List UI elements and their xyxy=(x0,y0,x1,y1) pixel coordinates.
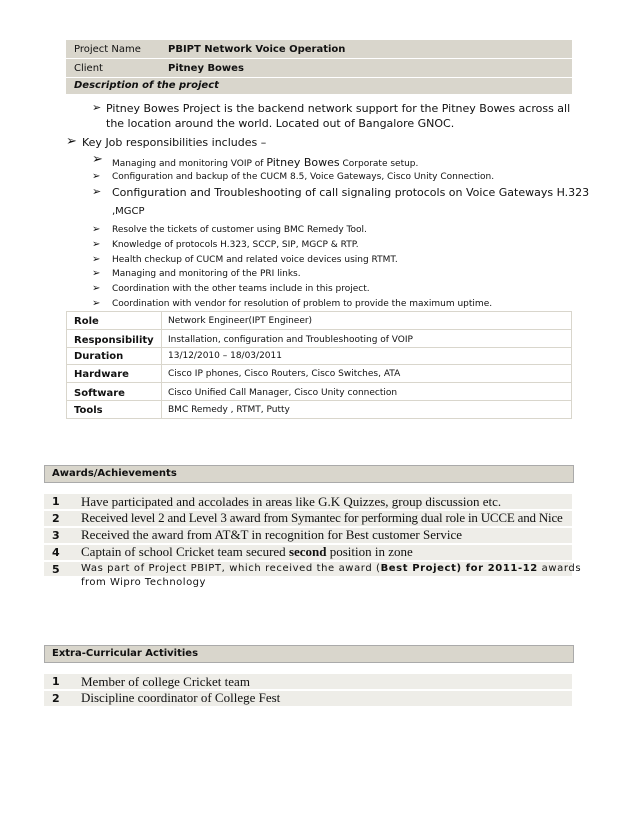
list-item: Managing and monitoring of the PRI links. xyxy=(112,269,301,279)
list-item xyxy=(112,156,418,169)
award-text: awards xyxy=(537,563,582,574)
detail-label-hardware: Hardware xyxy=(74,369,129,380)
activity-item: Member of college Cricket team xyxy=(81,674,250,689)
award-text-bold: second xyxy=(288,544,327,559)
list-item-text: Corporate setup. xyxy=(339,159,419,169)
award-text: position in zone xyxy=(326,544,413,559)
description-line-2: the location around the world. Located out of Bangalore GNOC. xyxy=(106,117,455,130)
project-name-value: PBIPT Network Voice Operation xyxy=(168,44,346,55)
activity-number: 2 xyxy=(52,692,60,705)
list-item-continuation: ,MGCP xyxy=(112,206,145,217)
list-item: Configuration and Troubleshooting of call signaling protocols on Voice Gateways H.323 xyxy=(112,186,590,199)
award-item xyxy=(81,563,582,574)
list-item: Configuration and backup of the CUCM 8.5, Voice Gateways, Cisco Unity Connection. xyxy=(112,172,495,182)
bullet-icon: ➢ xyxy=(92,283,101,294)
detail-label-role: Role xyxy=(74,316,99,327)
award-item xyxy=(81,544,413,560)
award-number: 5 xyxy=(52,563,60,576)
detail-value-duration: 13/12/2010 – 18/03/2011 xyxy=(168,351,282,361)
list-item: Coordination with vendor for resolution of problem to provide the maximum uptime. xyxy=(112,299,493,309)
award-number: 3 xyxy=(52,529,60,542)
awards-heading: Awards/Achievements xyxy=(52,468,177,479)
award-item: Received level 2 and Level 3 award from Symantec for performing dual role in UCCE and Nice xyxy=(81,510,563,525)
detail-value-tools: BMC Remedy , RTMT, Putty xyxy=(168,405,290,415)
list-item: Health checkup of CUCM and related voice devices using RTMT. xyxy=(112,255,398,265)
bullet-icon: ➢ xyxy=(92,171,101,182)
detail-label-responsibility: Responsibility xyxy=(74,335,154,346)
detail-value-responsibility: Installation, configuration and Troubleshooting of VOIP xyxy=(168,335,413,345)
award-number: 4 xyxy=(52,546,60,559)
client-row xyxy=(66,59,572,77)
list-item: Resolve the tickets of customer using BMC Remedy Tool. xyxy=(112,225,367,235)
client-label: Client xyxy=(74,63,103,74)
bullet-icon: ➢ xyxy=(92,152,103,167)
list-item: Knowledge of protocols H.323, SCCP, SIP, MGCP & RTP. xyxy=(112,240,359,250)
bullet-icon: ➢ xyxy=(92,239,101,250)
detail-value-software: Cisco Unified Call Manager, Cisco Unity connection xyxy=(168,388,398,398)
bullet-icon: ➢ xyxy=(92,298,101,309)
activity-number: 1 xyxy=(52,675,60,688)
extra-heading: Extra-Curricular Activities xyxy=(52,648,199,659)
detail-value-role: Network Engineer(IPT Engineer) xyxy=(168,316,313,326)
bullet-icon: ➢ xyxy=(92,254,101,265)
description-label: Description of the project xyxy=(74,80,219,91)
detail-label-tools: Tools xyxy=(74,405,103,416)
list-item-text: Managing and monitoring VOIP of xyxy=(112,159,267,169)
bullet-icon: ➢ xyxy=(66,134,77,149)
award-text: Captain of school Cricket team secured xyxy=(81,544,289,559)
bullet-icon: ➢ xyxy=(92,101,102,114)
list-item: Coordination with the other teams include in this project. xyxy=(112,284,370,294)
award-number: 1 xyxy=(52,495,60,508)
award-text-bold: Best Project) for 2011-12 xyxy=(380,563,538,574)
award-text: Was part of Project PBIPT, which received the award ( xyxy=(81,563,381,574)
activity-item: Discipline coordinator of College Fest xyxy=(81,690,281,705)
key-responsibilities-label: Key Job responsibilities includes – xyxy=(82,136,267,149)
list-item-text: Pitney Bowes xyxy=(266,156,340,169)
detail-label-software: Software xyxy=(74,388,125,399)
award-number: 2 xyxy=(52,512,60,525)
bullet-icon: ➢ xyxy=(92,268,101,279)
award-item: Have participated and accolades in areas like G.K Quizzes, group discussion etc. xyxy=(81,494,502,509)
award-item: Received the award from AT&T in recognition for Best customer Service xyxy=(81,527,462,542)
award-item-continuation: from Wipro Technology xyxy=(81,577,206,588)
bullet-icon: ➢ xyxy=(92,224,101,235)
detail-value-hardware: Cisco IP phones, Cisco Routers, Cisco Switches, ATA xyxy=(168,369,401,379)
bullet-icon: ➢ xyxy=(92,185,102,198)
description-line-1: Pitney Bowes Project is the backend network support for the Pitney Bowes across all xyxy=(106,102,571,115)
detail-label-duration: Duration xyxy=(74,351,124,362)
client-value: Pitney Bowes xyxy=(168,63,244,74)
project-name-label: Project Name xyxy=(74,44,141,55)
